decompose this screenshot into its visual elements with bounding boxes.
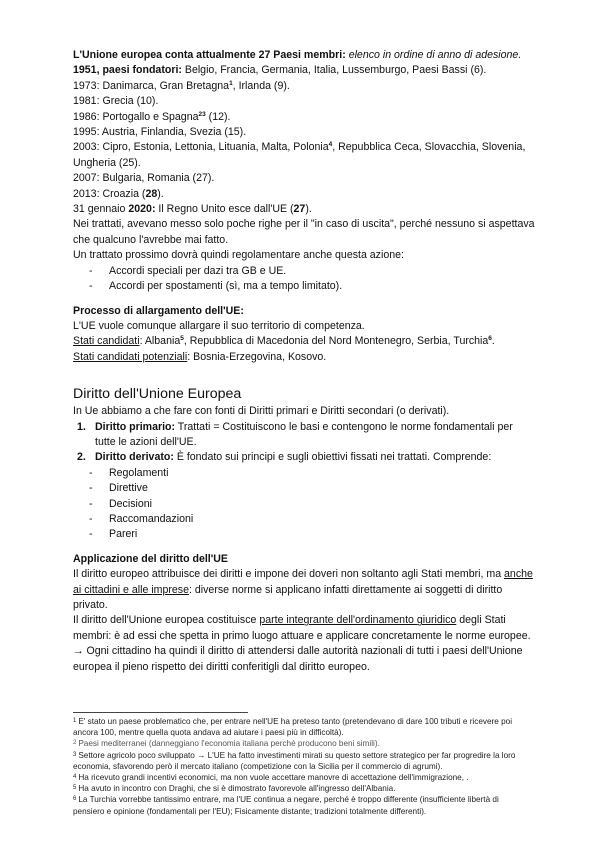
section-heading: Diritto dell'Unione Europea [73,386,242,403]
application-paragraph: → Ogni cittadino ha quindi il diritto di attendersi dalle autorità nazionali di tutti i paesi dell'Unione europea il pieno rispetto dei diritti conferitigli dal diritto europeo. [73,645,523,673]
footnote: $^3$ Settore agricolo poco sviluppato → L'UE ha fatto investimenti mirati su questo settore strategico per far progredire la loro economia, sfavorendo però il mercato italiano (competizione con la Sicilia per il commercio di agrumi). [73,750,516,771]
list-item: - Direttive [89,482,148,495]
footnote: $^2$ Paesi mediterranei (danneggiano l'economia italiana perché producono beni simili). [73,739,380,749]
footnote-ref[interactable]: 23 [198,110,206,118]
footnotes [73,712,531,817]
footnote-ref[interactable]: 6 [488,335,492,343]
list-item: - Accordi per spostamenti (sì, ma a tempo limitato). [89,280,343,293]
footnote-divider [73,712,248,713]
member-row: 2007: Bulgaria, Romania (27). [73,172,215,185]
member-row: 1951, paesi fondatori: Belgio, Francia, Germania, Italia, Lussemburgo, Paesi Bassi (6). [73,64,487,77]
law-intro: In Ue abbiamo a che fare con fonti di Diritti primari e Diritti secondari (o derivati). [73,405,450,418]
exit-note: Nei trattati, avevano messo solo poche righe per il "in caso di uscita", perché nessuno si aspettava che qualcuno l'avrebbe mai fatto. [73,218,535,246]
list-item: - Decisioni [89,497,152,510]
list-item: - Raccomandazioni [89,512,194,525]
numbered-item: 2. Diritto derivato: È fondato sui principi e sugli obiettivi fissati nei trattati. Comprende: [77,451,492,464]
application-paragraph: Il diritto europeo attribuisce dei diritti e impone dei doveri non soltanto agli Stati membri, ma anche ai cittadini e alle imprese: diverse norme si applicano infatti direttamente ai soggetti di diritto privato. [73,568,533,611]
footnote: $^4$ Ha ricevuto grandi incentivi economici, ma non vuole accettare manovre di accettazione dell'immigrazione, . [73,773,469,783]
brexit-line: 31 gennaio 2020: Il Regno Unito esce dall'UE (27). [73,203,312,216]
member-row: 1986: Portogallo e Spagna$^{23}$ (12). [73,110,231,123]
member-row: 2013: Croazia (28). [73,187,164,200]
list-item: - Pareri [89,528,138,541]
numbered-item: 1. Diritto primario: Trattati = Costituiscono le basi e contengono le norme fondamentali per tutte le azioni dell'UE. [77,420,513,448]
footnote: $^6$ La Turchia vorrebbe tantissimo entrare, ma l'UE continua a negare, perché è troppo differente (insufficiente libertà di pensiero e opinione (fondamentali per l'EU); Fisicamente distante; tradizioni totalmente differenti). [73,795,499,816]
list-item: - Accordi speciali per dazi tra GB e UE. [89,264,287,277]
enlargement-text: L'UE vuole comunque allargare il suo territorio di competenza. [73,319,365,332]
footnote-ref[interactable]: 4 [328,141,333,149]
document-body [73,48,535,675]
footnote: $^1$ E' stato un paese problematico che, per entrare nell'UE ha preteso tanto (pretendevano di dare 100 tributi e ricevere poi ancora 100, mentre quella quota andava ad aiutare i paesi più in difficoltà). [73,717,513,738]
member-row: 1981: Grecia (10). [73,95,159,108]
footnote-ref[interactable]: 5 [180,335,184,343]
application-title: Applicazione del diritto dell'UE [73,552,228,565]
member-row: 1995: Austria, Finlandia, Svezia (15). [73,126,247,139]
footnote-ref[interactable]: 1 [229,79,233,87]
member-row: 1973: Danimarca, Gran Bretagna$^1$, Irlanda (9). [73,79,290,92]
application-paragraph: Il diritto dell'Unione europea costituisce parte integrante dell'ordinamento giuridico degli Stati membri: è ad essi che spetta in primo luogo attuare e applicare concretamente le norme europee. [73,614,531,642]
intro-line: L'Unione europea conta attualmente 27 Paesi membri: elenco in ordine di anno di adesione. [73,49,522,61]
potential-candidates-line: Stati candidati potenziali: Bosnia-Erzegovina, Kosovo. [73,350,327,363]
member-row: 2003: Cipro, Estonia, Lettonia, Lituania, Malta, Polonia$^4$, Repubblica Ceca, Slovacchia, Slovenia, Ungheria (25). [73,141,526,169]
enlargement-title: Processo di allargamento dell'UE: [73,304,244,317]
candidates-line: Stati candidati: Albania$^5$, Repubblica di Macedonia del Nord Montenegro, Serbia, Turchia$^6$. [73,335,495,348]
footnote: $^5$ Ha avuto in incontro con Draghi, che si è dimostrato favorevole all'ingresso dell'Albania. [73,784,396,794]
treaty-line: Un trattato prossimo dovrà quindi regolamentare anche questa azione: [73,249,404,262]
list-item: - Regolamenti [89,466,169,479]
